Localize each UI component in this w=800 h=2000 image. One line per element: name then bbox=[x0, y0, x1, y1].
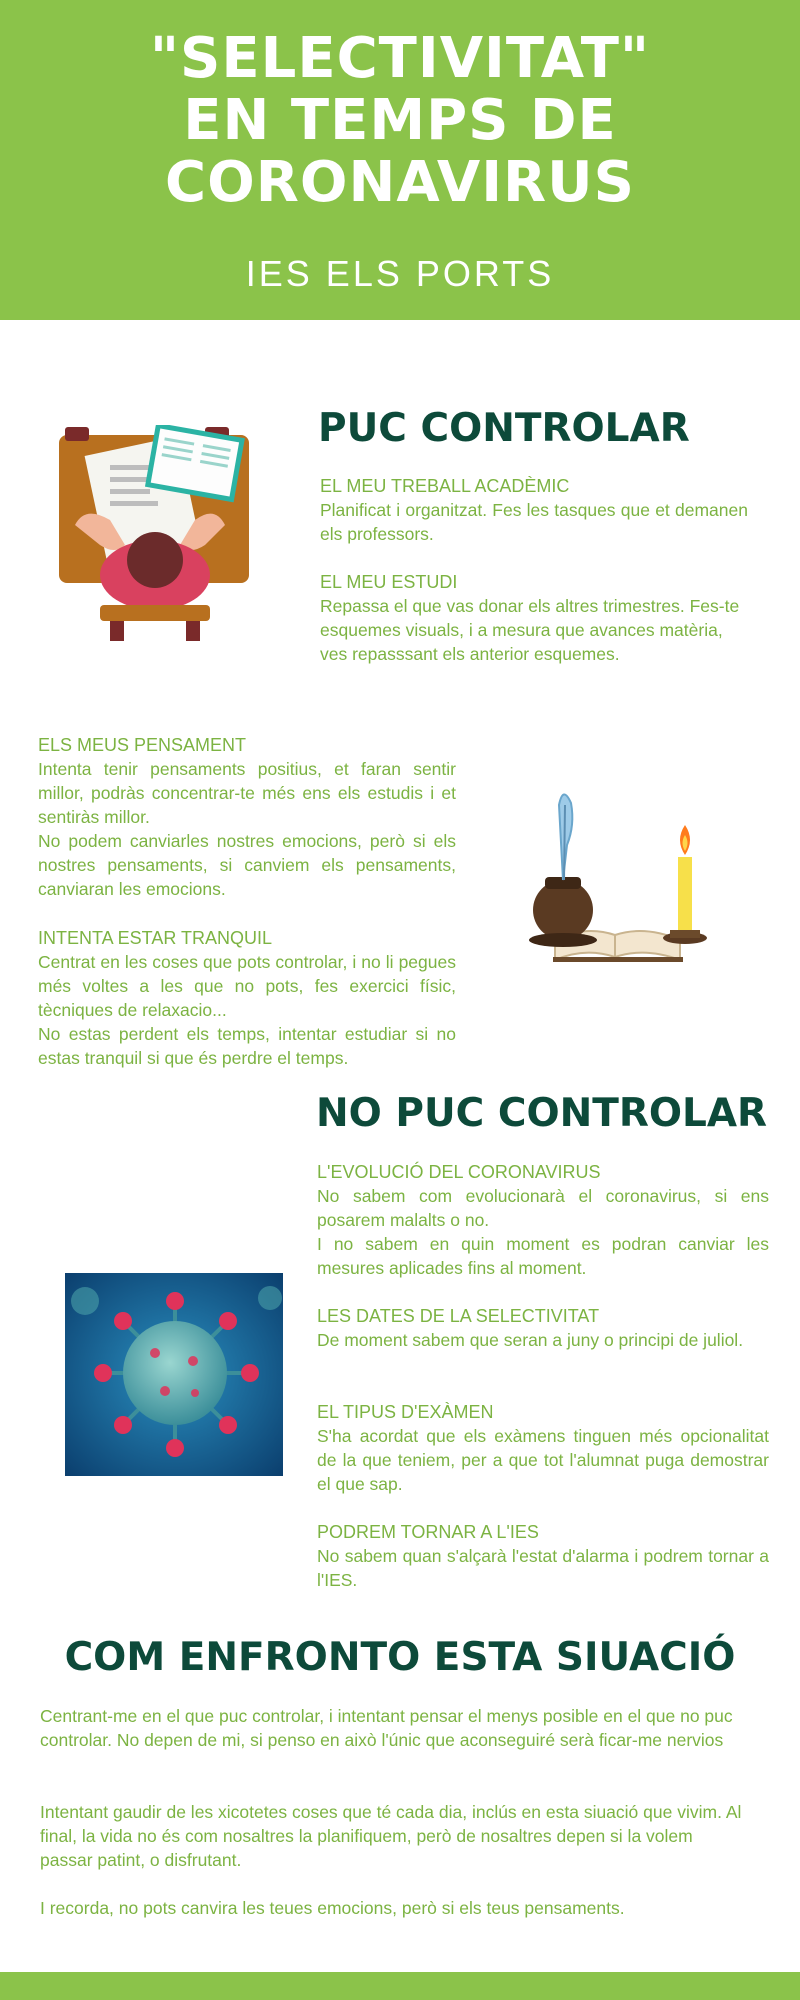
coronavirus-image bbox=[65, 1273, 283, 1476]
item-tipus-examen bbox=[317, 1400, 769, 1496]
section-title-puc-controlar: PUC CONTROLAR bbox=[318, 406, 690, 451]
item-heading: ELS MEUS PENSAMENT bbox=[38, 735, 247, 755]
item-text: Centrat en les coses que pots controlar, i no li pegues més voltes a les que no pots, fes exercici físic, tècniques de relaxacio... No estas perdent els temps, intentar estudiar si no estas tranquil si que és perdre el temps. bbox=[38, 952, 456, 1068]
student-desk-illustration bbox=[55, 425, 255, 650]
item-evolucio-coronavirus bbox=[317, 1160, 769, 1280]
item-estudi bbox=[320, 570, 748, 666]
paragraph-3: I recorda, no pots canvira les teues emocions, però si els teus pensaments. bbox=[40, 1898, 625, 1918]
item-pensament bbox=[38, 733, 456, 901]
item-text: No sabem com evolucionarà el coronavirus, si ens posarem malalts o no. I no sabem en quin moment es podran canviar les mesures aplicades fins al moment. bbox=[317, 1186, 769, 1278]
item-text: Planificat i organitzat. Fes les tasques que et demanen els professors. bbox=[320, 500, 748, 544]
item-heading: EL MEU TREBALL ACADÈMIC bbox=[320, 476, 570, 496]
item-text: Repassa el que vas donar els altres trimestres. Fes-te esquemes visuals, i a mesura que avances matèria, ves repasssant els anterior esquemes. bbox=[320, 596, 740, 664]
item-text: No sabem quan s'alçarà l'estat d'alarma i podrem tornar a l'IES. bbox=[317, 1546, 769, 1590]
item-dates-selectivitat bbox=[317, 1304, 769, 1352]
item-text: S'ha acordat que els exàmens tinguen més opcionalitat de la que teniem, per a que tot l'alumnat puga demostrar el que sap. bbox=[317, 1426, 769, 1494]
item-text: Intenta tenir pensaments positius, et faran sentir millor, podràs concentrar-te més ens els estudis i et sentiràs millor. No podem canviarles nostres emocions, però si els nostres pensaments, si canviem els pensaments, canviaran les emocions. bbox=[38, 759, 456, 899]
section-title-com-enfronto: COM ENFRONTO ESTA SIUACIÓ bbox=[64, 1635, 736, 1680]
school-name: IES ELS PORTS bbox=[245, 253, 555, 294]
page-title: "SELECTIVITAT" EN TEMPS DE CORONAVIRUS bbox=[149, 26, 651, 215]
paragraph-1: Centrant-me en el que puc controlar, i intentant pensar el menys posible en el que no puc controlar. No depen de mi, si penso en això l'únic que aconseguiré serà ficar-me nervios bbox=[40, 1706, 733, 1750]
item-treball-academic bbox=[320, 474, 748, 546]
header-banner bbox=[0, 0, 800, 320]
item-heading: PODREM TORNAR A L'IES bbox=[317, 1522, 539, 1542]
quill-candle-illustration bbox=[515, 785, 715, 965]
paragraph-2: Intentant gaudir de les xicotetes coses que té cada dia, inclús en esta siuació que vivim. Al final, la vida no és com nosaltres la planifiquem, però de nosaltres depen si la volem passar patint, o disfrutant. bbox=[40, 1802, 742, 1870]
item-tornar-ies bbox=[317, 1520, 769, 1592]
item-heading: LES DATES DE LA SELECTIVITAT bbox=[317, 1306, 600, 1326]
footer-bar bbox=[0, 1972, 800, 2000]
item-heading: INTENTA ESTAR TRANQUIL bbox=[38, 928, 273, 948]
section-title-no-puc-controlar: NO PUC CONTROLAR bbox=[316, 1091, 768, 1136]
item-heading: L'EVOLUCIÓ DEL CORONAVIRUS bbox=[317, 1162, 601, 1182]
item-heading: EL MEU ESTUDI bbox=[320, 572, 458, 592]
item-tranquil bbox=[38, 926, 456, 1070]
item-heading: EL TIPUS D'EXÀMEN bbox=[317, 1402, 494, 1422]
item-text: De moment sabem que seran a juny o principi de juliol. bbox=[317, 1330, 744, 1350]
